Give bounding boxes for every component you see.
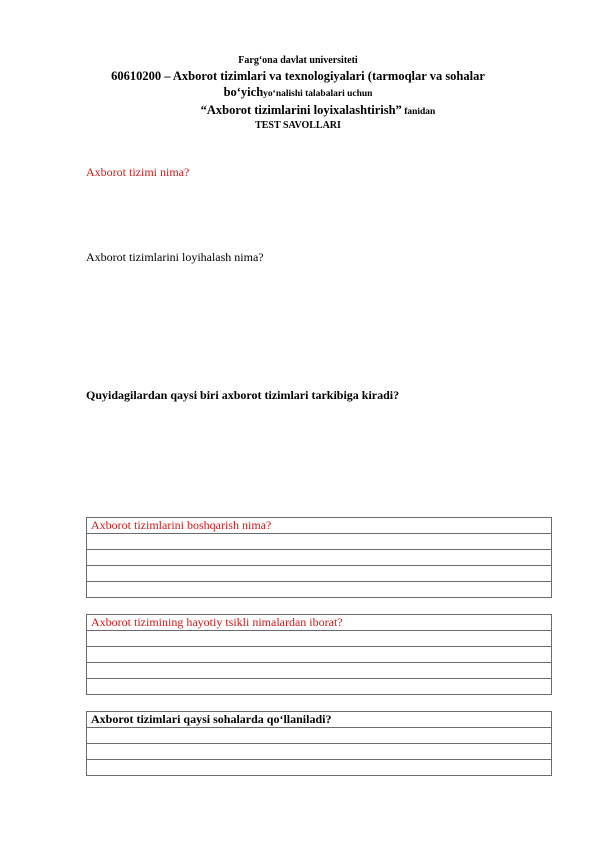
- question-3: Quyidagilardan qaysi biri axborot tizimlari tarkibiga kiradi?: [86, 388, 400, 402]
- answer-cell: [87, 728, 552, 744]
- answer-row: [87, 647, 552, 663]
- question-1: Axborot tizimi nima?: [86, 165, 190, 179]
- table-row: [87, 615, 552, 631]
- table-question-1: Axborot tizimlarini boshqarish nima?: [87, 518, 552, 534]
- table-question-2: Axborot tizimining hayotiy tsikli nimalardan iborat?: [87, 615, 552, 631]
- answer-row: [87, 663, 552, 679]
- course-title: “Axborot tizimlarini loyixalashtirish” fanidan: [200, 103, 436, 117]
- answer-row: [87, 728, 552, 744]
- program-title-continued: bo‘yichyo‘nalishi talabalari uchun: [223, 85, 373, 99]
- answer-cell: [87, 744, 552, 760]
- university-name: Farg‘ona davlat universiteti: [238, 55, 358, 66]
- answer-cell: [87, 647, 552, 663]
- question-table-1: [86, 517, 552, 598]
- answer-cell: [87, 631, 552, 647]
- answer-row: [87, 534, 552, 550]
- answer-cell: [87, 550, 552, 566]
- answer-cell: [87, 663, 552, 679]
- answer-row: [87, 582, 552, 598]
- answer-row: [87, 679, 552, 695]
- table-row: [87, 518, 552, 534]
- document-header: [0, 54, 596, 132]
- program-title: 60610200 – Axborot tizimlari va texnologiyalari (tarmoqlar va sohalar: [111, 69, 485, 83]
- answer-cell: [87, 760, 552, 776]
- answer-row: [87, 566, 552, 582]
- table-question-3: Axborot tizimlari qaysi sohalarda qo‘llaniladi?: [87, 712, 552, 728]
- question-table-2: [86, 614, 552, 695]
- answer-row: [87, 760, 552, 776]
- table-row: [87, 712, 552, 728]
- answer-row: [87, 550, 552, 566]
- answer-row: [87, 744, 552, 760]
- question-table-3: [86, 711, 552, 776]
- answer-cell: [87, 566, 552, 582]
- answer-cell: [87, 582, 552, 598]
- answer-cell: [87, 679, 552, 695]
- answer-row: [87, 631, 552, 647]
- question-2: Axborot tizimlarini loyihalash nima?: [86, 250, 264, 264]
- document-title: TEST SAVOLLARI: [255, 120, 341, 131]
- answer-cell: [87, 534, 552, 550]
